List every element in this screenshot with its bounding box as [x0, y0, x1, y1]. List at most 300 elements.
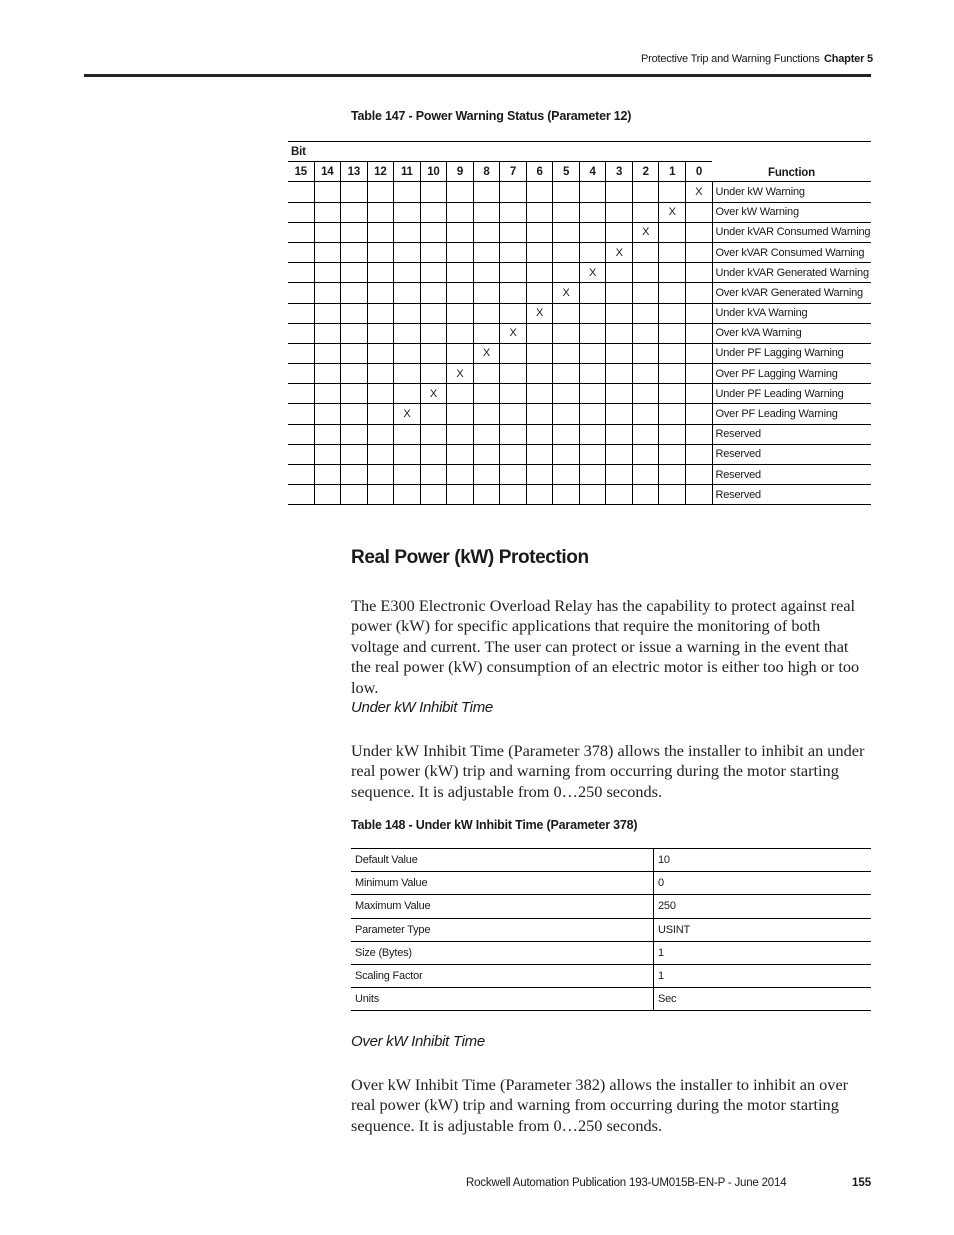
bit-cell — [553, 485, 580, 505]
bit-cell: X — [473, 343, 500, 363]
bit-cell — [314, 182, 341, 202]
table-row — [288, 283, 871, 303]
under-kw-inhibit-time-table — [351, 848, 871, 1011]
function-cell: Over kVAR Generated Warning — [712, 283, 871, 303]
bit-cell — [341, 222, 368, 242]
bit-cell — [632, 283, 659, 303]
bit-cell — [526, 404, 553, 424]
bit-cell — [473, 465, 500, 485]
bit-cell — [579, 384, 606, 404]
bit-number-cell: 12 — [367, 162, 394, 182]
bit-cell — [526, 242, 553, 262]
bit-cell — [685, 384, 712, 404]
bit-cell — [526, 465, 553, 485]
parameter-value: 10 — [654, 849, 872, 872]
bit-cell — [606, 485, 633, 505]
bit-cell — [367, 424, 394, 444]
bit-cell — [632, 263, 659, 283]
bit-cell — [314, 384, 341, 404]
bit-cell — [659, 424, 686, 444]
bit-cell — [367, 465, 394, 485]
bit-cell — [685, 424, 712, 444]
bit-cell — [367, 202, 394, 222]
function-cell: Under PF Leading Warning — [712, 384, 871, 404]
bit-cell — [500, 384, 527, 404]
bit-cell — [685, 222, 712, 242]
bit-cell — [526, 444, 553, 464]
bit-cell — [341, 242, 368, 262]
bit-cell — [579, 364, 606, 384]
bit-cell — [632, 343, 659, 363]
bit-cell — [500, 283, 527, 303]
function-cell: Over kVA Warning — [712, 323, 871, 343]
header-rule — [84, 74, 871, 77]
parameter-value: 1 — [654, 964, 872, 987]
bit-cell — [420, 485, 447, 505]
bit-cell — [526, 202, 553, 222]
bit-cell — [288, 283, 314, 303]
bit-cell — [314, 202, 341, 222]
bit-cell — [288, 404, 314, 424]
bit-cell — [341, 485, 368, 505]
bit-cell: X — [394, 404, 421, 424]
bit-cell — [341, 323, 368, 343]
bit-cell — [394, 263, 421, 283]
bit-cell — [288, 242, 314, 262]
bit-cell — [553, 182, 580, 202]
bit-cell: X — [526, 303, 553, 323]
bit-cell — [659, 263, 686, 283]
bit-cell — [314, 283, 341, 303]
bit-cell — [394, 465, 421, 485]
bit-cell — [632, 242, 659, 262]
bit-cell — [394, 384, 421, 404]
function-cell: Under kVAR Consumed Warning — [712, 222, 871, 242]
bit-cell — [447, 404, 474, 424]
bit-cell — [526, 222, 553, 242]
bit-cell — [447, 485, 474, 505]
bit-cell — [526, 424, 553, 444]
bit-cell — [606, 303, 633, 323]
bit-cell — [420, 444, 447, 464]
bit-number-cell: 6 — [526, 162, 553, 182]
bit-cell — [367, 444, 394, 464]
table-row — [288, 364, 871, 384]
bit-cell — [526, 283, 553, 303]
bit-cell — [526, 263, 553, 283]
bit-cell — [314, 263, 341, 283]
bit-cell — [314, 222, 341, 242]
bit-cell — [579, 343, 606, 363]
bit-cell — [473, 182, 500, 202]
bit-cell — [341, 263, 368, 283]
bit-cell — [526, 485, 553, 505]
bit-cell — [288, 364, 314, 384]
bit-cell — [632, 485, 659, 505]
table-row — [351, 849, 871, 872]
bit-cell — [500, 222, 527, 242]
bit-number-cell: 4 — [579, 162, 606, 182]
bit-cell — [367, 283, 394, 303]
parameter-label: Scaling Factor — [351, 964, 654, 987]
bit-cell — [288, 485, 314, 505]
bit-cell — [447, 303, 474, 323]
bit-cell — [447, 384, 474, 404]
function-cell: Under kVA Warning — [712, 303, 871, 323]
bit-cell — [447, 182, 474, 202]
bit-cell — [367, 263, 394, 283]
bit-cell — [632, 364, 659, 384]
table-row — [288, 343, 871, 363]
bit-cell — [447, 465, 474, 485]
bit-cell — [367, 404, 394, 424]
bit-cell — [659, 182, 686, 202]
bit-cell — [606, 444, 633, 464]
parameter-label: Units — [351, 988, 654, 1011]
bit-cell — [394, 283, 421, 303]
bit-cell — [553, 323, 580, 343]
bit-cell — [473, 202, 500, 222]
function-cell: Under PF Lagging Warning — [712, 343, 871, 363]
bit-cell — [685, 364, 712, 384]
parameter-label: Size (Bytes) — [351, 941, 654, 964]
bit-cell — [447, 424, 474, 444]
bit-cell — [606, 202, 633, 222]
bit-cell — [394, 485, 421, 505]
bit-cell — [314, 444, 341, 464]
bit-cell: X — [420, 384, 447, 404]
bit-number-cell: 3 — [606, 162, 633, 182]
bit-cell — [606, 323, 633, 343]
bit-cell — [632, 182, 659, 202]
bit-cell — [288, 222, 314, 242]
bit-cell — [341, 384, 368, 404]
table-row — [351, 988, 871, 1011]
bit-cell — [314, 485, 341, 505]
bit-cell — [394, 182, 421, 202]
table-row — [351, 964, 871, 987]
bit-number-cell: 15 — [288, 162, 314, 182]
bit-cell — [341, 182, 368, 202]
bit-cell — [659, 323, 686, 343]
bit-cell — [367, 485, 394, 505]
table-row — [288, 485, 871, 505]
bit-cell — [632, 444, 659, 464]
bit-cell — [553, 364, 580, 384]
bit-cell — [341, 465, 368, 485]
table-row — [288, 465, 871, 485]
bit-cell — [420, 424, 447, 444]
bit-cell — [341, 364, 368, 384]
bit-cell — [420, 343, 447, 363]
bit-cell — [473, 384, 500, 404]
bit-cell — [314, 303, 341, 323]
bit-cell — [526, 343, 553, 363]
bit-cell — [579, 424, 606, 444]
function-cell: Over PF Leading Warning — [712, 404, 871, 424]
bit-cell — [420, 283, 447, 303]
bit-cell — [394, 222, 421, 242]
bit-cell — [367, 182, 394, 202]
bit-number-cell: 10 — [420, 162, 447, 182]
table-row — [288, 323, 871, 343]
bit-cell — [526, 384, 553, 404]
table-row — [288, 242, 871, 262]
bit-cell — [420, 404, 447, 424]
bit-cell — [288, 303, 314, 323]
bit-cell — [685, 465, 712, 485]
table148-caption: Table 148 - Under kW Inhibit Time (Parameter 378) — [351, 818, 638, 832]
bit-cell — [341, 303, 368, 323]
bit-cell — [579, 182, 606, 202]
bit-cell — [553, 343, 580, 363]
bit-cell — [685, 444, 712, 464]
bit-cell — [367, 323, 394, 343]
bit-cell — [632, 303, 659, 323]
bit-cell — [473, 263, 500, 283]
bit-number-cell: 7 — [500, 162, 527, 182]
bit-cell — [606, 465, 633, 485]
bit-cell — [394, 343, 421, 363]
bit-number-cell: 11 — [394, 162, 421, 182]
bit-cell — [632, 384, 659, 404]
bit-number-cell: 1 — [659, 162, 686, 182]
bit-cell — [685, 263, 712, 283]
bit-cell — [526, 323, 553, 343]
bit-cell — [553, 424, 580, 444]
bit-cell — [447, 444, 474, 464]
bit-cell — [606, 222, 633, 242]
bit-cell — [579, 242, 606, 262]
function-cell: Reserved — [712, 444, 871, 464]
bit-cell — [659, 242, 686, 262]
bit-cell — [579, 444, 606, 464]
bit-cell — [632, 202, 659, 222]
bit-number-cell: 0 — [685, 162, 712, 182]
table-row — [288, 182, 871, 202]
bit-cell — [500, 303, 527, 323]
bit-cell — [606, 404, 633, 424]
function-cell: Over PF Lagging Warning — [712, 364, 871, 384]
bit-cell — [394, 424, 421, 444]
function-header: Function — [712, 142, 871, 182]
bit-cell — [500, 242, 527, 262]
bit-cell — [394, 242, 421, 262]
bit-cell — [473, 444, 500, 464]
table-row — [288, 404, 871, 424]
bit-label: Bit — [288, 142, 712, 162]
bit-cell — [288, 424, 314, 444]
bit-cell — [367, 222, 394, 242]
bit-cell — [606, 364, 633, 384]
table-row — [288, 303, 871, 323]
bit-cell — [579, 465, 606, 485]
bit-cell — [341, 424, 368, 444]
parameter-label: Default Value — [351, 849, 654, 872]
bit-cell — [447, 202, 474, 222]
bit-cell — [341, 404, 368, 424]
bit-cell: X — [659, 202, 686, 222]
bit-cell — [288, 323, 314, 343]
bit-cell — [288, 263, 314, 283]
bit-cell — [314, 242, 341, 262]
function-cell: Reserved — [712, 485, 871, 505]
bit-cell — [553, 444, 580, 464]
bit-cell — [288, 343, 314, 363]
bit-cell — [685, 323, 712, 343]
bit-cell — [367, 343, 394, 363]
function-cell: Over kVAR Consumed Warning — [712, 242, 871, 262]
bit-cell — [367, 303, 394, 323]
bit-cell — [473, 424, 500, 444]
bit-cell — [473, 323, 500, 343]
bit-cell — [473, 364, 500, 384]
bit-cell — [420, 364, 447, 384]
function-cell: Over kW Warning — [712, 202, 871, 222]
parameter-label: Maximum Value — [351, 895, 654, 918]
bit-cell — [579, 323, 606, 343]
bit-cell — [447, 242, 474, 262]
bit-cell — [420, 263, 447, 283]
function-cell: Reserved — [712, 424, 871, 444]
bit-cell — [685, 242, 712, 262]
bit-cell — [420, 222, 447, 242]
bit-cell — [659, 485, 686, 505]
bit-cell — [341, 202, 368, 222]
bit-cell — [288, 384, 314, 404]
bit-number-cell: 5 — [553, 162, 580, 182]
bit-cell — [473, 485, 500, 505]
bit-cell — [394, 202, 421, 222]
bit-cell: X — [632, 222, 659, 242]
bit-cell — [659, 222, 686, 242]
bit-cell — [606, 283, 633, 303]
over-kw-paragraph: Over kW Inhibit Time (Parameter 382) allows the installer to inhibit an over real power (kW) trip and warning from occurring during the motor starting sequence. It is adjustable from 0…250 seconds. — [351, 1075, 849, 1135]
bit-header-row — [288, 142, 871, 162]
bit-cell — [500, 343, 527, 363]
bit-cell — [659, 343, 686, 363]
bit-cell: X — [447, 364, 474, 384]
bit-cell — [632, 404, 659, 424]
bit-cell — [473, 283, 500, 303]
bit-cell — [685, 202, 712, 222]
parameter-label: Minimum Value — [351, 872, 654, 895]
bit-cell — [579, 222, 606, 242]
bit-cell — [553, 202, 580, 222]
under-kw-paragraph: Under kW Inhibit Time (Parameter 378) allows the installer to inhibit an under real power (kW) trip and warning from occurring during the motor starting sequence. It is adjustable from 0…250 seconds. — [351, 741, 865, 801]
bit-cell — [420, 242, 447, 262]
parameter-value: 250 — [654, 895, 872, 918]
table-row — [351, 895, 871, 918]
bit-cell — [288, 182, 314, 202]
bit-cell: X — [500, 323, 527, 343]
bit-cell — [553, 465, 580, 485]
bit-cell — [685, 343, 712, 363]
bit-cell — [632, 465, 659, 485]
bit-cell — [394, 444, 421, 464]
bit-cell — [659, 444, 686, 464]
parameter-value: 0 — [654, 872, 872, 895]
bit-cell — [394, 323, 421, 343]
bit-cell: X — [579, 263, 606, 283]
bit-cell — [473, 404, 500, 424]
bit-cell: X — [606, 242, 633, 262]
parameter-label: Parameter Type — [351, 918, 654, 941]
bit-cell — [553, 404, 580, 424]
bit-cell — [553, 263, 580, 283]
parameter-value: Sec — [654, 988, 872, 1011]
bit-cell — [341, 343, 368, 363]
power-warning-status-table — [288, 141, 871, 505]
bit-cell — [553, 242, 580, 262]
footer-page-number: 155 — [852, 1177, 872, 1189]
bit-cell — [685, 303, 712, 323]
table-row — [288, 222, 871, 242]
bit-cell — [500, 465, 527, 485]
table-row — [351, 872, 871, 895]
bit-cell — [420, 182, 447, 202]
bit-cell — [500, 485, 527, 505]
bit-cell — [314, 465, 341, 485]
table-row — [288, 444, 871, 464]
bit-cell — [341, 444, 368, 464]
function-cell: Reserved — [712, 465, 871, 485]
bit-cell — [659, 465, 686, 485]
bit-cell — [659, 303, 686, 323]
bit-cell — [447, 222, 474, 242]
bit-cell — [447, 323, 474, 343]
bit-cell — [606, 182, 633, 202]
table-row — [288, 424, 871, 444]
bit-cell — [579, 485, 606, 505]
bit-cell — [394, 364, 421, 384]
function-cell: Under kW Warning — [712, 182, 871, 202]
bit-cell — [500, 424, 527, 444]
bit-cell — [553, 222, 580, 242]
bit-cell — [500, 444, 527, 464]
section-heading: Real Power (kW) Protection — [351, 547, 589, 568]
bit-cell — [500, 263, 527, 283]
bit-cell: X — [685, 182, 712, 202]
bit-number-cell: 8 — [473, 162, 500, 182]
bit-cell — [553, 384, 580, 404]
bit-cell — [394, 303, 421, 323]
bit-cell — [659, 404, 686, 424]
table-row — [288, 202, 871, 222]
bit-cell — [314, 404, 341, 424]
bit-cell — [659, 283, 686, 303]
bit-cell — [526, 182, 553, 202]
table-row — [288, 384, 871, 404]
bit-cell — [420, 323, 447, 343]
bit-cell — [288, 444, 314, 464]
footer-publication: Rockwell Automation Publication 193-UM015B-EN-P - June 2014 — [466, 1177, 787, 1189]
intro-paragraph: The E300 Electronic Overload Relay has the capability to protect against real power (kW) for specific applications that require the monitoring of both voltage and current. The user can protect or issue a warning in the event that the real power (kW) consumption of an electric motor is either too high or too low. — [351, 596, 860, 697]
page-header-chapter: Chapter 5 — [824, 53, 873, 65]
bit-cell — [420, 202, 447, 222]
bit-cell — [500, 364, 527, 384]
bit-cell — [473, 242, 500, 262]
bit-cell — [579, 202, 606, 222]
bit-cell — [420, 465, 447, 485]
bit-cell — [606, 343, 633, 363]
table-row — [351, 941, 871, 964]
table-row — [288, 263, 871, 283]
bit-cell — [579, 404, 606, 424]
bit-cell — [685, 283, 712, 303]
bit-cell — [606, 384, 633, 404]
bit-cell — [659, 384, 686, 404]
